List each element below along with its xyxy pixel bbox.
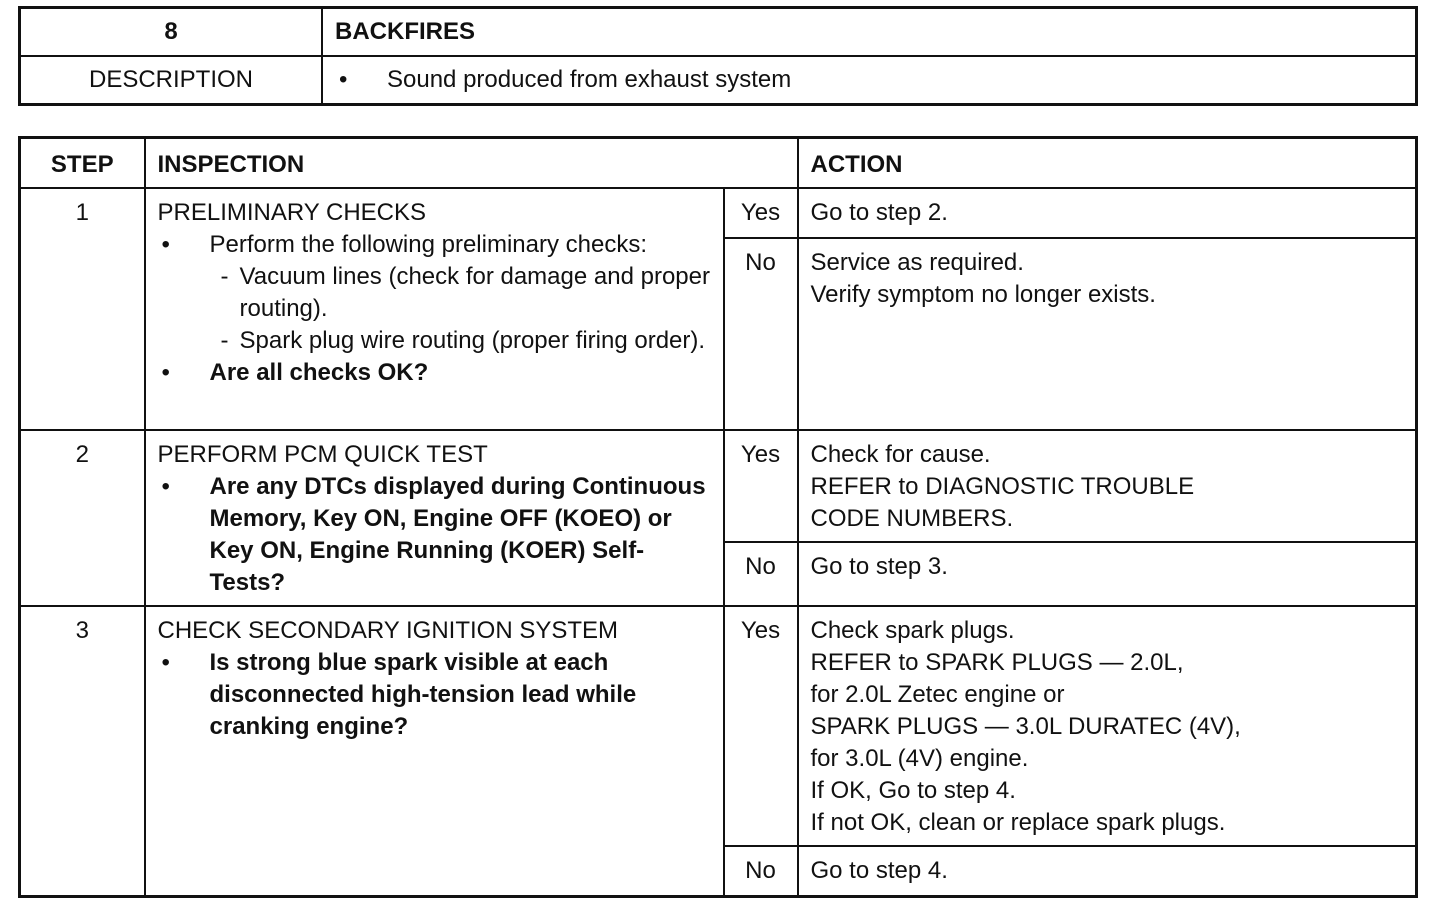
action-line: for 3.0L (4V) engine. [810,745,1029,772]
description-cell [322,56,1417,105]
action-line: for 2.0L Zetec engine or [810,681,1065,708]
action-line: Check spark plugs. [810,617,1015,644]
inspection-question [158,647,711,743]
step-number: 2 [20,430,145,606]
bullet-icon: • [161,473,170,500]
action-line: If OK, Go to step 4. [810,777,1016,804]
diagnostic-steps-table [18,136,1418,898]
yes-action [798,430,1417,542]
no-action [798,846,1417,897]
symptom-description-row [20,56,1417,105]
action-line: CODE NUMBERS. [810,505,1014,532]
inspection-text: Perform the following preliminary checks: [209,231,647,258]
step-1-yes-row [20,188,1417,238]
action-line: SPARK PLUGS — 3.0L DURATEC (4V), [810,713,1241,740]
action-line: Verify symptom no longer exists. [810,281,1156,308]
symptom-number: 8 [20,8,323,57]
no-action [798,238,1417,430]
description-text: Sound produced from exhaust system [387,66,792,93]
inspection-subitem-text: Spark plug wire routing (proper firing order). [239,327,706,354]
question-text: Are all checks OK? [209,359,429,386]
action-line: Service as required. [810,249,1024,276]
step-title: PERFORM PCM QUICK TEST [157,441,488,468]
bullet-icon: • [339,66,348,93]
step-3-yes-row [20,606,1417,846]
table-header-row [20,138,1417,189]
column-header-action: ACTION [798,138,1417,189]
step-2-yes-row [20,430,1417,542]
yes-action [798,188,1417,238]
column-header-step: STEP [20,138,145,189]
step-3-inspection [145,606,724,897]
symptom-title: BACKFIRES [322,8,1417,57]
step-2-inspection [145,430,724,606]
inspection-question [158,471,711,599]
description-label: DESCRIPTION [20,56,323,105]
action-line: Go to step 4. [810,857,948,884]
column-header-inspection: INSPECTION [145,138,798,189]
dash-icon: - [220,263,229,290]
no-label: No [724,542,798,606]
yes-label: Yes [724,188,798,238]
action-line: REFER to DIAGNOSTIC TROUBLE [810,473,1195,500]
action-line: Check for cause. [810,441,991,468]
dash-icon: - [220,327,229,354]
action-line: REFER to SPARK PLUGS — 2.0L, [810,649,1184,676]
action-line: Go to step 2. [810,199,948,226]
step-title: PRELIMINARY CHECKS [157,199,427,226]
yes-action [798,606,1417,846]
inspection-subitem [158,261,711,325]
action-line: If not OK, clean or replace spark plugs. [810,809,1226,836]
step-title: CHECK SECONDARY IGNITION SYSTEM [157,617,619,644]
step-number: 3 [20,606,145,897]
no-label: No [724,238,798,430]
no-action [798,542,1417,606]
inspection-question [158,357,711,389]
question-text: Are any DTCs displayed during Continuous Memory, Key ON, Engine OFF (KOEO) or Key ON, Engine Running (KOER) Self-Tests? [209,473,706,596]
inspection-subitem-text: Vacuum lines (check for damage and proper routing). [239,263,710,322]
action-line: Go to step 3. [810,553,948,580]
bullet-icon: • [161,359,170,386]
yes-label: Yes [724,606,798,846]
symptom-title-row [20,8,1417,57]
step-1-inspection [145,188,724,430]
yes-label: Yes [724,430,798,542]
inspection-subitem [158,325,711,357]
symptom-header-table [18,6,1418,106]
question-text: Is strong blue spark visible at each disconnected high-tension lead while cranking engine? [209,649,637,740]
bullet-icon: • [161,231,170,258]
no-label: No [724,846,798,897]
inspection-bullet [158,229,711,261]
step-number: 1 [20,188,145,430]
bullet-icon: • [161,649,170,676]
